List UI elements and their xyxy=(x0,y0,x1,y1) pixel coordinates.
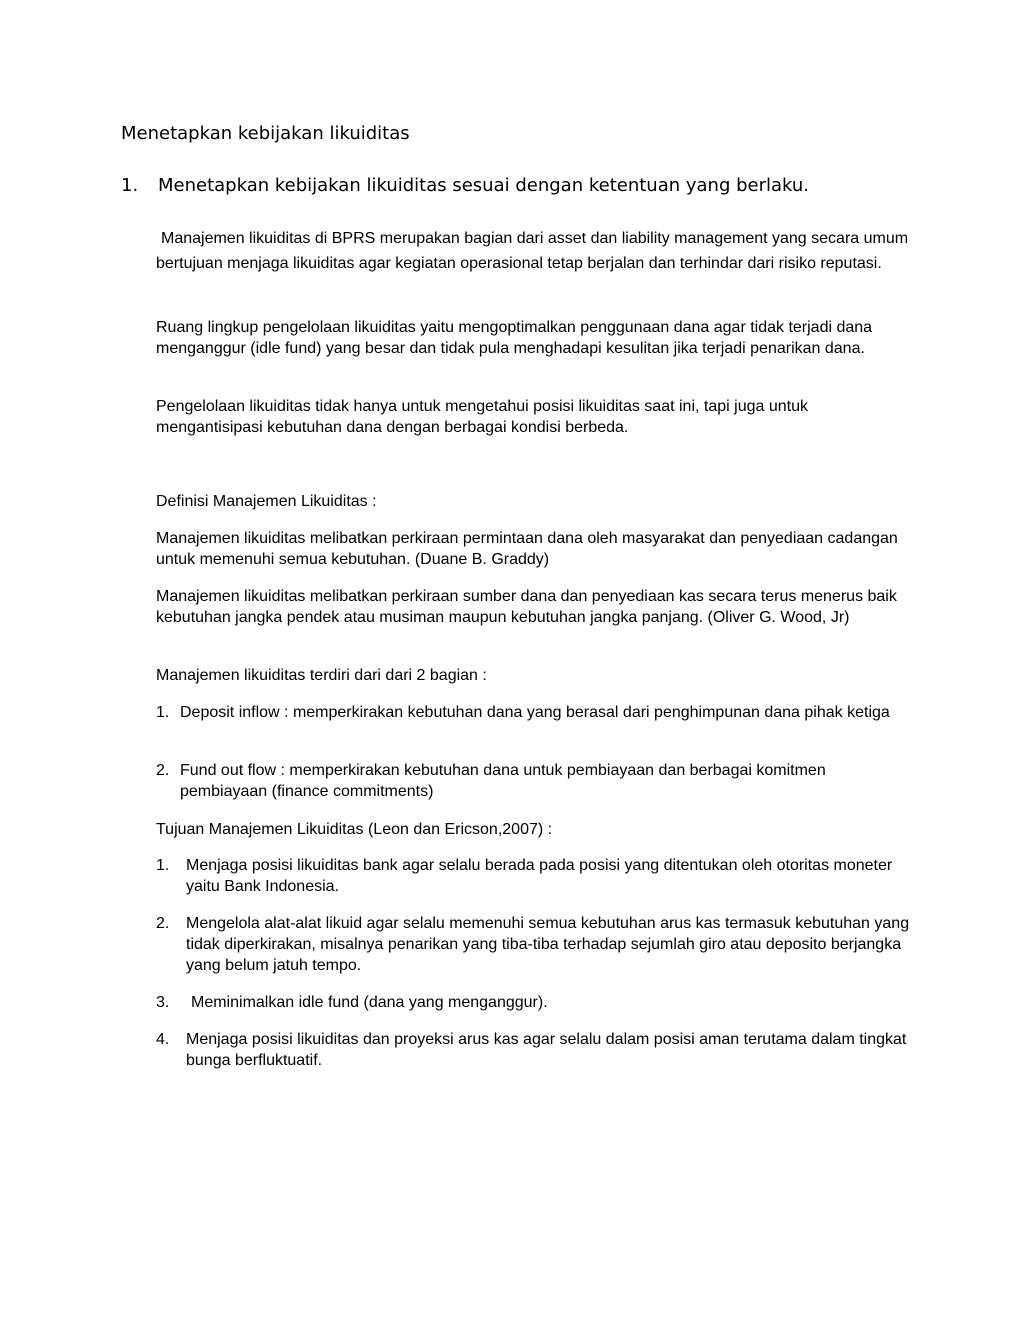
ruang-lingkup-block xyxy=(156,317,912,359)
list-item xyxy=(156,855,912,897)
terdiri-heading-block xyxy=(156,665,912,686)
ruang-lingkup-paragraph: Ruang lingkup pengelolaan likuiditas yaitu mengoptimalkan penggunaan dana agar tidak terjadi dana menganggur (idle fund) yang besar dan tidak pula menghadapi kesulitan jika terjadi penarikan dana. xyxy=(156,319,873,357)
list-item-text: Deposit inflow : memperkirakan kebutuhan dana yang berasal dari penghimpunan dana pihak ketiga xyxy=(180,704,890,721)
bagian-list xyxy=(156,702,912,723)
list-item xyxy=(156,702,912,723)
list-marker: 3. xyxy=(156,994,170,1011)
tujuan-heading-block xyxy=(156,819,912,840)
section-heading xyxy=(121,174,809,198)
list-item-text: Fund out flow : memperkirakan kebutuhan dana untuk pembiayaan dan berbagai komitmen pembiayaan (finance commitments) xyxy=(180,762,826,800)
definisi-1-paragraph: Manajemen likuiditas melibatkan perkiraan permintaan dana oleh masyarakat dan penyediaan cadangan untuk memenuhi semua kebutuhan. (Duane B. Graddy) xyxy=(156,530,898,568)
tujuan-heading: Tujuan Manajemen Likuiditas (Leon dan Ericson,2007) : xyxy=(156,821,553,838)
tujuan-list xyxy=(156,992,912,1013)
list-marker: 4. xyxy=(156,1031,170,1048)
list-marker: 2. xyxy=(156,762,170,779)
definisi-2-paragraph: Manajemen likuiditas melibatkan perkiraan sumber dana dan penyediaan kas secara terus menerus baik kebutuhan jangka pendek atau musiman maupun kebutuhan jangka panjang. (Oliver G. Wood, Jr) xyxy=(156,588,897,626)
definisi-1-block xyxy=(156,528,912,570)
list-item xyxy=(156,760,912,802)
tujuan-list xyxy=(156,855,912,897)
list-item-text: Menjaga posisi likuiditas bank agar selalu berada pada posisi yang ditentukan oleh otoritas moneter yaitu Bank Indonesia. xyxy=(186,857,893,895)
terdiri-heading: Manajemen likuiditas terdiri dari dari 2 bagian : xyxy=(156,667,487,684)
list-item-text: Menjaga posisi likuiditas dan proyeksi arus kas agar selalu dalam posisi aman terutama dalam tingkat bunga berfluktuatif. xyxy=(186,1031,907,1069)
list-marker: 1. xyxy=(156,857,170,874)
list-marker: 2. xyxy=(156,915,170,932)
list-item xyxy=(156,992,912,1013)
tujuan-list xyxy=(156,1029,912,1071)
pengelolaan-paragraph: Pengelolaan likuiditas tidak hanya untuk mengetahui posisi likuiditas saat ini, tapi juga untuk mengantisipasi kebutuhan dana dengan berbagai kondisi berbeda. xyxy=(156,398,808,436)
bagian-list xyxy=(156,760,912,802)
intro-paragraph: Manajemen likuiditas di BPRS merupakan bagian dari asset dan liability management yang secara umum bertujuan menjaga likuiditas agar kegiatan operasional tetap berjalan dan terhindar dari risiko reputasi. xyxy=(156,230,909,272)
list-item-text: Mengelola alat-alat likuid agar selalu memenuhi semua kebutuhan arus kas termasuk kebutuhan yang tidak diperkirakan, misalnya penarikan yang tiba-tiba terhadap sejumlah giro atau deposito berjangka yang belum jatuh tempo. xyxy=(186,915,910,974)
section-heading-text: Menetapkan kebijakan likuiditas sesuai dengan ketentuan yang berlaku. xyxy=(158,175,810,196)
section-number: 1. xyxy=(121,175,139,196)
list-item xyxy=(156,913,912,976)
list-item xyxy=(156,1029,912,1071)
list-item-text: Meminimalkan idle fund (dana yang menganggur). xyxy=(191,994,548,1011)
list-marker: 1. xyxy=(156,704,170,721)
intro-paragraph-block xyxy=(156,227,912,276)
pengelolaan-block xyxy=(156,396,912,438)
definisi-heading-block xyxy=(156,491,912,512)
tujuan-list xyxy=(156,913,912,976)
definisi-2-block xyxy=(156,586,912,628)
definisi-heading: Definisi Manajemen Likuiditas : xyxy=(156,493,377,510)
document-title: Menetapkan kebijakan likuiditas xyxy=(121,123,410,144)
